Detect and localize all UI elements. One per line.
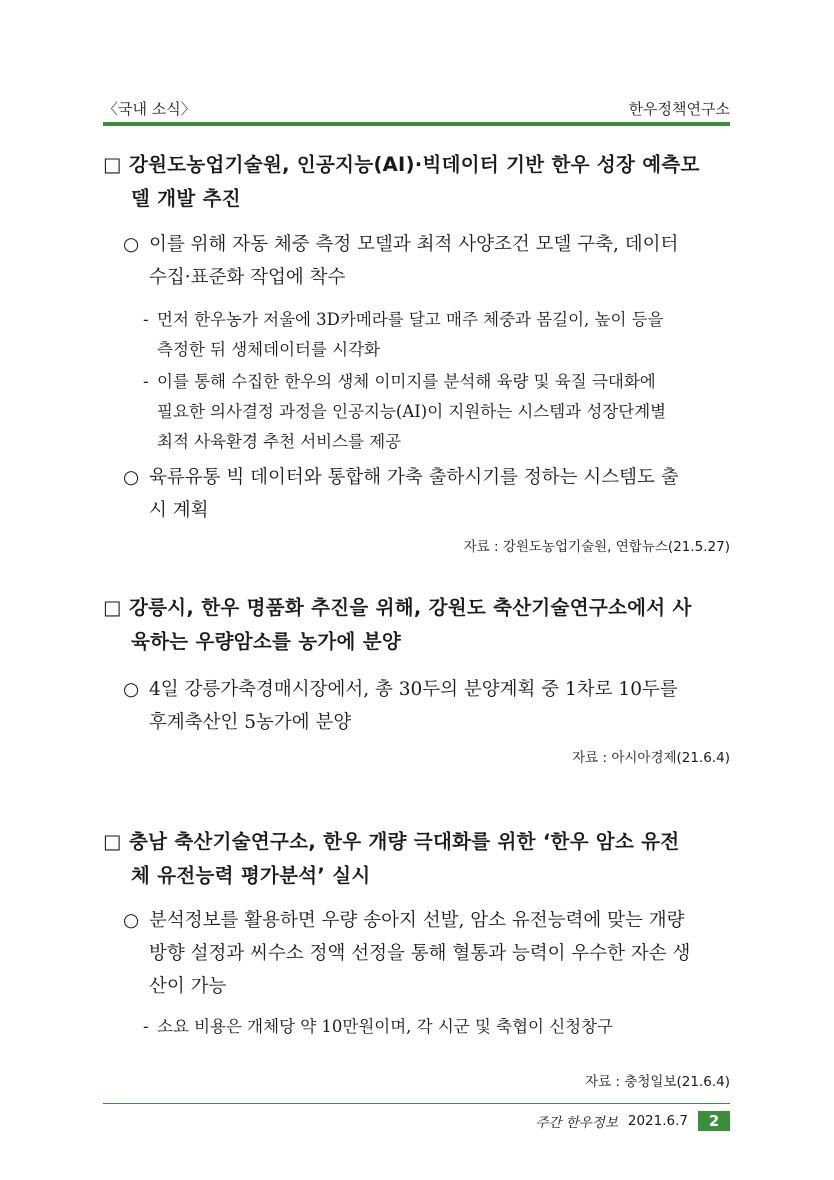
sub-line: 이를 통해 수집한 한우의 생체 이미지를 분석해 육량 및 육질 극대화에 xyxy=(157,372,656,391)
article-1-sub-2 xyxy=(143,367,730,457)
article-3-title xyxy=(103,825,730,893)
article-1-source: 자료 : 강원도농업기술원, 연합뉴스(21.5.27) xyxy=(463,539,730,555)
article-2-bullet-1 xyxy=(123,673,730,739)
dash-marker: - xyxy=(143,310,149,329)
box-marker: □ xyxy=(103,830,122,853)
footer-rule xyxy=(103,1103,730,1104)
bullet-line: 육류유통 빅 데이터와 통합해 가축 출하시기를 정하는 시스템도 출 xyxy=(149,467,679,488)
title-line: 델 개발 추진 xyxy=(131,187,241,210)
title-line: 충남 축산기술연구소, 한우 개량 극대화를 위한 ‘한우 암소 유전 xyxy=(129,830,680,853)
article-1-bullet-2 xyxy=(123,461,730,527)
article-1-sub-1 xyxy=(143,305,730,365)
box-marker: □ xyxy=(103,153,122,176)
bullet-line: 4일 강릉가축경매시장에서, 총 30두의 분양계획 중 1차로 10두를 xyxy=(149,679,678,700)
bullet-line: 방향 설정과 씨수소 정액 선정을 통해 혈통과 능력이 우수한 자손 생 xyxy=(149,943,691,964)
article-3-sub-1 xyxy=(143,1012,730,1042)
bullet-line: 분석정보를 활용하면 우량 송아지 선발, 암소 유전능력에 맞는 개량 xyxy=(149,910,685,931)
sub-line: 필요한 의사결정 과정을 인공지능(AI)이 지원하는 시스템과 성장단계별 xyxy=(157,402,667,421)
bullet-line: 산이 가능 xyxy=(149,976,227,997)
title-line: 강릉시, 한우 명품화 추진을 위해, 강원도 축산기술연구소에서 사 xyxy=(129,596,692,619)
title-line: 체 유전능력 평가분석’ 실시 xyxy=(131,864,371,887)
header-rule xyxy=(103,122,730,126)
article-2-source: 자료 : 아시아경제(21.6.4) xyxy=(572,750,730,766)
sub-line: 소요 비용은 개체당 약 10만원이며, 각 시군 및 축협이 신청창구 xyxy=(157,1017,613,1036)
article-3-bullet-1 xyxy=(123,904,730,1003)
bullet-line: 시 계획 xyxy=(149,500,209,521)
publication-date: 2021.6.7 xyxy=(627,1113,688,1129)
box-marker: □ xyxy=(103,596,122,619)
circle-marker: ○ xyxy=(123,910,140,931)
dash-marker: - xyxy=(143,372,149,391)
page-number: 2 xyxy=(698,1111,730,1131)
sub-line: 최적 사육환경 추천 서비스를 제공 xyxy=(157,432,402,451)
bullet-line: 후계축산인 5농가에 분양 xyxy=(149,712,352,733)
circle-marker: ○ xyxy=(123,234,140,255)
title-line: 육하는 우량암소를 농가에 분양 xyxy=(131,630,402,653)
sub-line: 먼저 한우농가 저울에 3D카메라를 달고 매주 체중과 몸길이, 높이 등을 xyxy=(157,310,664,329)
article-1-title xyxy=(103,148,730,216)
circle-marker: ○ xyxy=(123,467,140,488)
section-label: 〈국내 소식〉 xyxy=(103,100,196,118)
page-header xyxy=(103,97,730,119)
sub-line: 측정한 뒤 생체데이터를 시각화 xyxy=(157,340,380,359)
circle-marker: ○ xyxy=(123,679,140,700)
article-2-title xyxy=(103,591,730,659)
article-1-bullet-1 xyxy=(123,228,730,294)
publication-name: 주간 한우정보 xyxy=(535,1115,618,1131)
dash-marker: - xyxy=(143,1017,149,1036)
title-line: 강원도농업기술원, 인공지능(AI)·빅데이터 기반 한우 성장 예측모 xyxy=(129,153,700,176)
bullet-line: 수집·표준화 작업에 착수 xyxy=(149,267,346,288)
article-3-source: 자료 : 충청일보(21.6.4) xyxy=(585,1074,730,1090)
page-footer xyxy=(430,1111,730,1131)
bullet-line: 이를 위해 자동 체중 측정 모델과 최적 사양조건 모델 구축, 데이터 xyxy=(149,234,679,255)
org-name: 한우정책연구소 xyxy=(628,100,730,118)
